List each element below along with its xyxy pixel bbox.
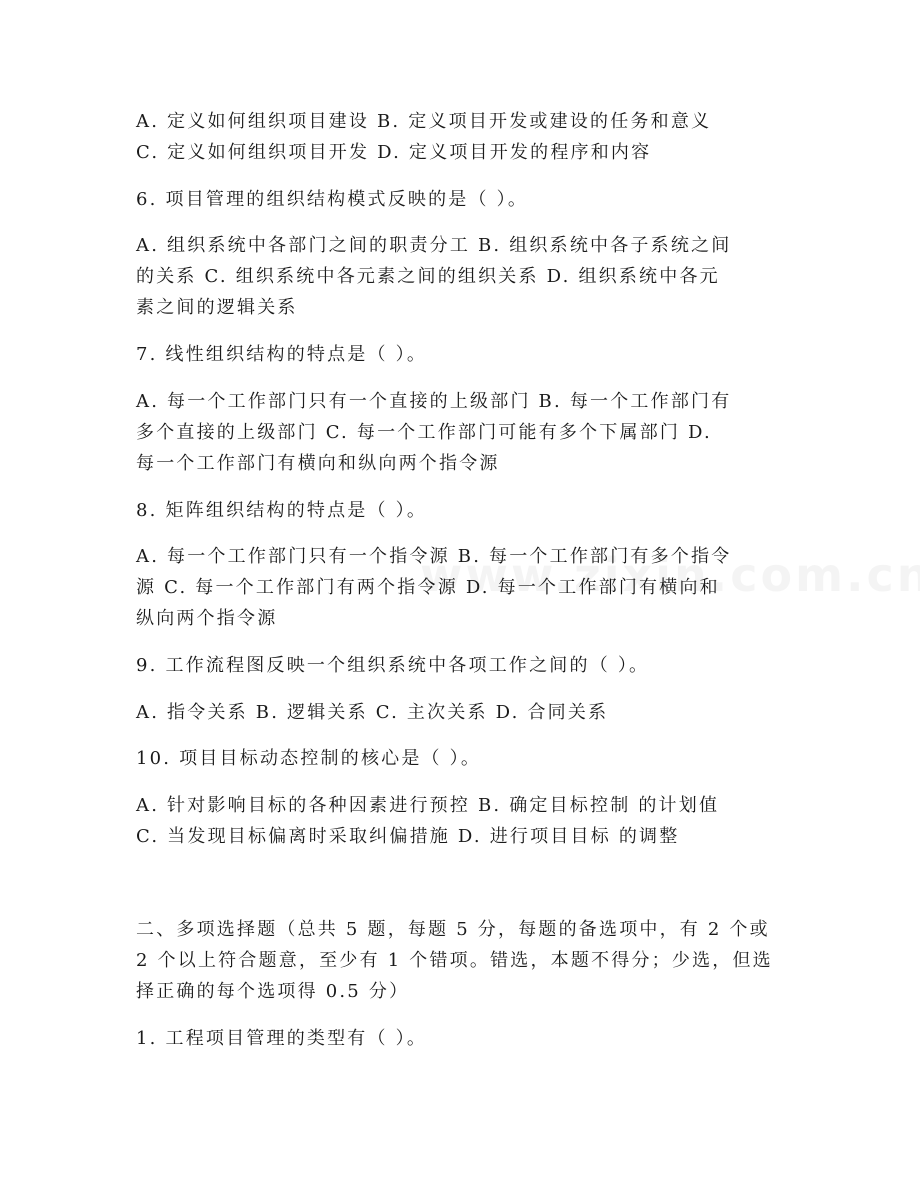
section-heading-line-1: 二、多项选择题（总共 5 题，每题 5 分，每题的备选项中，有 2 个或 <box>136 919 770 940</box>
q6-options-line-2: 的关系 C. 组织系统中各元素之间的组织关系 D. 组织系统中各元 <box>136 266 720 287</box>
q8-options-line-1: A. 每一个工作部门只有一个指令源 B. 每一个工作部门有多个指令 <box>136 546 732 567</box>
q7-options-line-1: A. 每一个工作部门只有一个直接的上级部门 B. 每一个工作部门有 <box>136 391 732 412</box>
q10-options-line-1: A. 针对影响目标的各种因素进行预控 B. 确定目标控制 的计划值 <box>136 795 720 816</box>
section-heading-line-2: 2 个以上符合题意，至少有 1 个错项。错选，本题不得分；少选，但选 <box>136 950 773 971</box>
question-7: 7. 线性组织结构的特点是（ ）。 <box>136 344 428 365</box>
q7-options-line-2: 多个直接的上级部门 C. 每一个工作部门可能有多个下属部门 D. <box>136 422 712 443</box>
multi-question-1: 1. 工程项目管理的类型有（ ）。 <box>136 1028 428 1049</box>
question-10: 10. 项目目标动态控制的核心是（ ）。 <box>136 748 482 769</box>
q7-options-line-3: 每一个工作部门有横向和纵向两个指令源 <box>136 453 500 474</box>
question-6: 6. 项目管理的组织结构模式反映的是（ ）。 <box>136 189 529 210</box>
q8-options-line-2: 源 C. 每一个工作部门有两个指令源 D. 每一个工作部门有横向和 <box>136 577 720 598</box>
section-heading-line-3: 择正确的每个选项得 0.5 分） <box>136 981 410 1002</box>
q8-options-line-3: 纵向两个指令源 <box>136 608 278 629</box>
q5-options-line-2: C. 定义如何组织项目开发 D. 定义项目开发的程序和内容 <box>136 142 652 163</box>
q6-options-line-3: 素之间的逻辑关系 <box>136 297 298 318</box>
question-9: 9. 工作流程图反映一个组织系统中各项工作之间的（ ）。 <box>136 655 650 676</box>
q6-options-line-1: A. 组织系统中各部门之间的职责分工 B. 组织系统中各子系统之间 <box>136 235 732 256</box>
q5-options-line-1: A. 定义如何组织项目建设 B. 定义项目开发或建设的任务和意义 <box>136 111 712 132</box>
q10-options-line-2: C. 当发现目标偏离时采取纠偏措施 D. 进行项目目标 的调整 <box>136 826 680 847</box>
q9-options-line-1: A. 指令关系 B. 逻辑关系 C. 主次关系 D. 合同关系 <box>136 702 609 723</box>
question-8: 8. 矩阵组织结构的特点是（ ）。 <box>136 500 428 521</box>
